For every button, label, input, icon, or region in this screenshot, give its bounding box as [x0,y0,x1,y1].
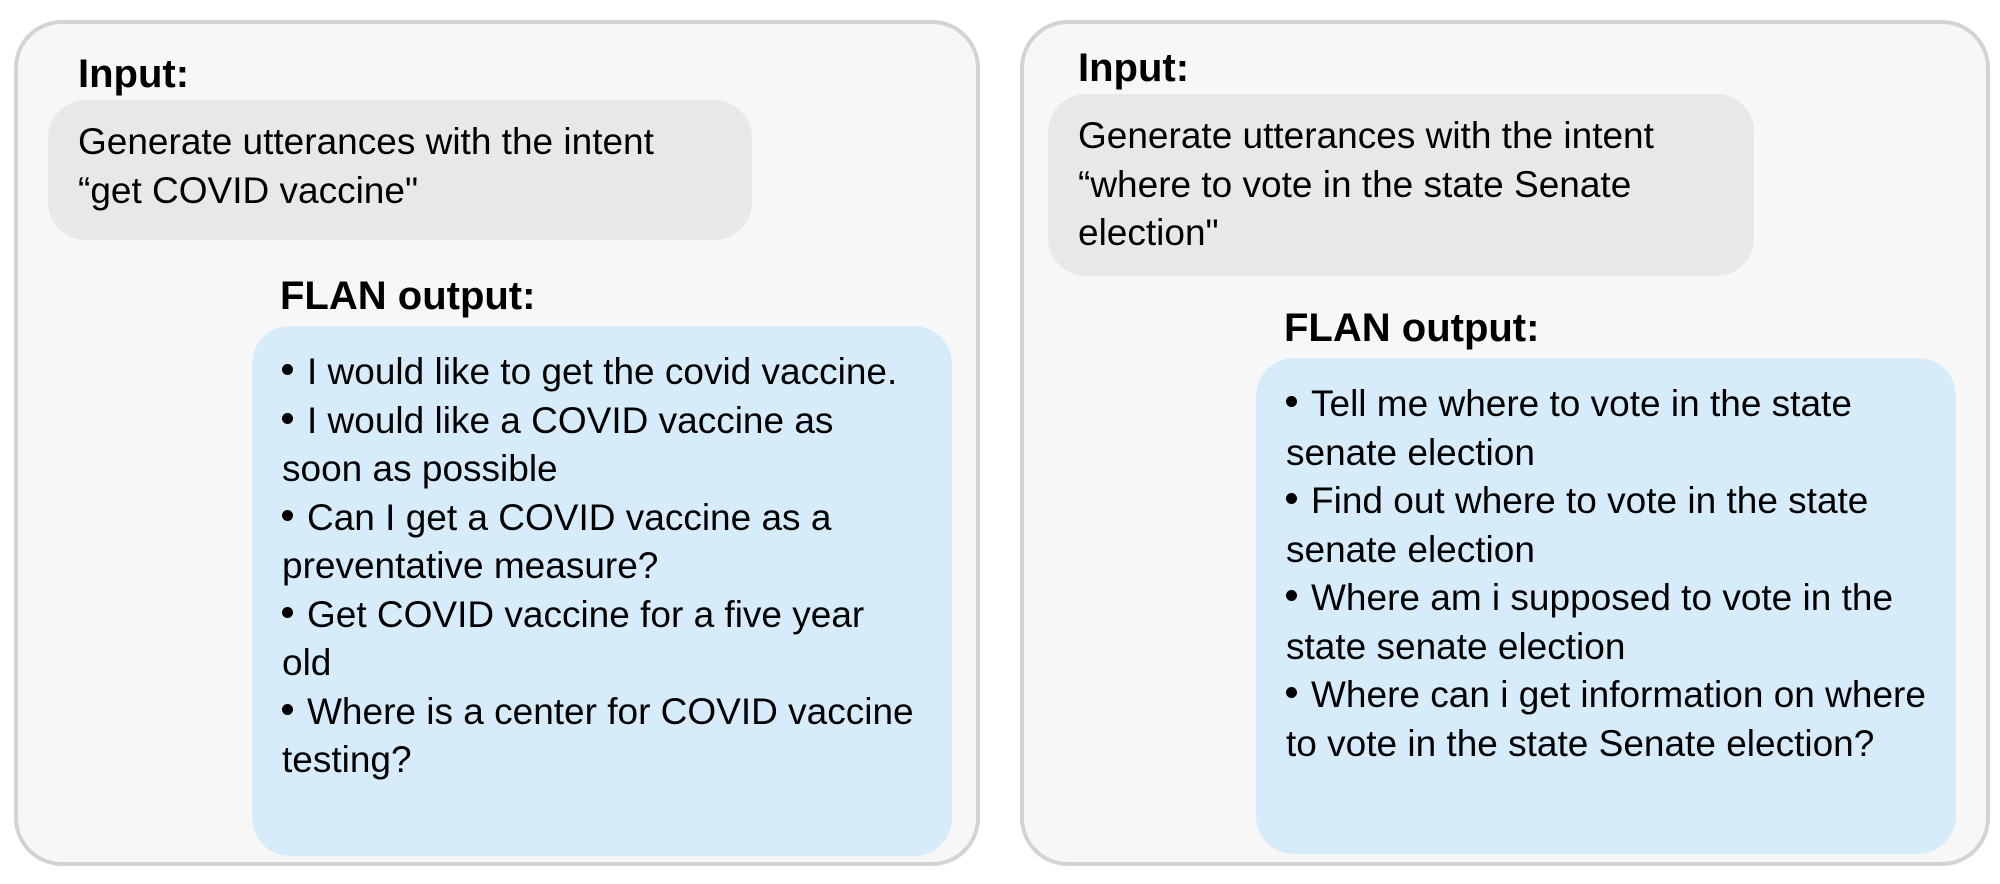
output-item-text: Where is a center for COVID vaccine testing? [282,690,914,780]
bullet-icon [282,510,293,521]
bullet-icon [1286,396,1297,407]
output-item-text: Get COVID vaccine for a five year old [282,593,865,683]
output-item [1286,380,1926,477]
output-item-text: I would like a COVID vaccine as soon as possible [282,399,834,489]
input-heading: Input: [1078,46,1190,90]
output-item-text: Find out where to vote in the state senate election [1286,480,1869,570]
output-item [282,688,922,785]
bullet-icon [282,607,293,618]
output-list [282,348,922,785]
output-item [282,397,922,494]
output-item [1286,671,1926,768]
output-bubble [1256,358,1956,854]
bullet-icon [282,704,293,715]
input-bubble [48,100,752,240]
bullet-icon [1286,590,1297,601]
bullet-icon [282,364,293,375]
output-heading: FLAN output: [1284,306,1540,350]
output-bubble [252,326,952,856]
bullet-icon [282,413,293,424]
output-item [1286,477,1926,574]
output-heading: FLAN output: [280,274,536,318]
example-panel-covid [14,20,980,866]
example-panel-vote [1020,20,1990,866]
output-item-text: Can I get a COVID vaccine as a preventative measure? [282,496,832,586]
output-item [282,348,922,397]
input-text: Generate utterances with the intent “get COVID vaccine" [78,121,654,211]
bullet-icon [1286,687,1297,698]
input-heading: Input: [78,52,190,96]
output-item [1286,574,1926,671]
output-item-text: I would like to get the covid vaccine. [307,351,898,392]
input-text: Generate utterances with the intent “where to vote in the state Senate election" [1078,115,1654,253]
input-bubble [1048,94,1754,276]
output-item [282,591,922,688]
output-item-text: Where am i supposed to vote in the state senate election [1286,577,1894,667]
bullet-icon [1286,493,1297,504]
output-item [282,494,922,591]
output-list [1286,380,1926,768]
output-item-text: Tell me where to vote in the state senate election [1286,383,1852,473]
output-item-text: Where can i get information on where to vote in the state Senate election? [1286,674,1926,764]
